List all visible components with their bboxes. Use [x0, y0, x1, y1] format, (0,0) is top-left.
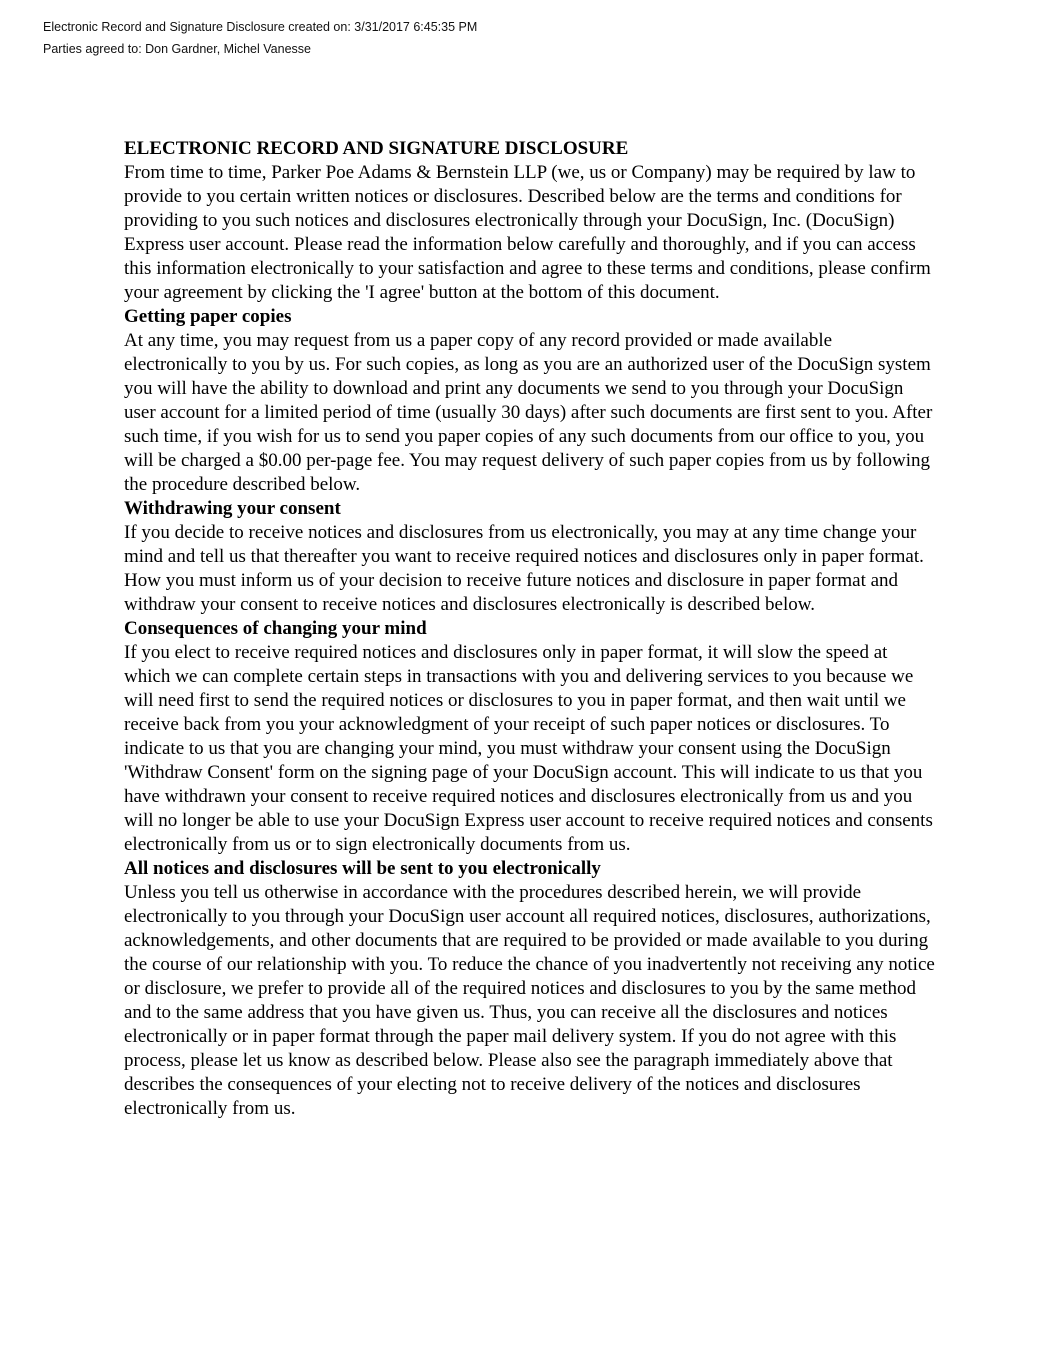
section-body-consequences: If you elect to receive required notices and disclosures only in paper format, it will slow the speed at which we can complete certain steps in transactions with you and delivering services to you because we will need first to send the required notices or disclosures to you in paper format, and then wait until we receive back from you your acknowledgment of your receipt of such paper notices or disclosures. To indicate to us that you are changing your mind, you must withdraw your consent using the DocuSign 'Withdraw Consent' form on the signing page of your DocuSign account. This will indicate to us that you have withdrawn your consent to receive required notices and disclosures electronically from us and you will no longer be able to use your DocuSign Express user account to receive required notices and consents electronically from us or to sign electronically documents from us. [124, 642, 933, 855]
section-body-electronic-delivery: Unless you tell us otherwise in accordance with the procedures described herein, we will provide electronically to you through your DocuSign user account all required notices, disclosures, authorizations, acknowledgements, and other documents that are required to be provided or made available to you during the course of our relationship with you. To reduce the chance of you inadvertently not receiving any notice or disclosure, we prefer to provide all of the required notices and disclosures to you by the same method and to the same address that you have given us. Thus, you can receive all the disclosures and notices electronically or in paper format through the paper mail delivery system. If you do not agree with this process, please let us know as described below. Please also see the paragraph immediately above that describes the consequences of your electing not to receive delivery of the notices and disclosures electronically from us. [124, 882, 935, 1119]
section-heading-paper-copies: Getting paper copies [124, 306, 292, 327]
parties-line: Parties agreed to: Don Gardner, Michel Vanesse [43, 42, 311, 56]
section-body-paper-copies: At any time, you may request from us a paper copy of any record provided or made available electronically to you by us. For such copies, as long as you are an authorized user of the DocuSign system you will have the ability to download and print any documents we send to you through your DocuSign user account for a limited period of time (usually 30 days) after such documents are first sent to you. After such time, if you wish for us to send you paper copies of any such documents from our office to you, you will be charged a $0.00 per-page fee. You may request delivery of such paper copies from us by following the procedure described below. [124, 330, 933, 495]
section-heading-consequences: Consequences of changing your mind [124, 618, 427, 639]
disclosure-document [124, 137, 936, 1121]
page-header [43, 16, 477, 60]
document-title: ELECTRONIC RECORD AND SIGNATURE DISCLOSURE [124, 138, 629, 159]
created-line: Electronic Record and Signature Disclosure created on: 3/31/2017 6:45:35 PM [43, 20, 478, 34]
section-heading-withdrawing-consent: Withdrawing your consent [124, 498, 341, 519]
section-heading-electronic-delivery: All notices and disclosures will be sent to you electronically [124, 858, 601, 879]
intro-paragraph: From time to time, Parker Poe Adams & Bernstein LLP (we, us or Company) may be required by law to provide to you certain written notices or disclosures. Described below are the terms and conditions for providing to you such notices and disclosures electronically through your DocuSign, Inc. (DocuSign) Express user account. Please read the information below carefully and thoroughly, and if you can access this information electronically to your satisfaction and agree to these terms and conditions, please confirm your agreement by clicking the 'I agree' button at the bottom of this document. [124, 162, 931, 303]
section-body-withdrawing-consent: If you decide to receive notices and disclosures from us electronically, you may at any time change your mind and tell us that thereafter you want to receive required notices and disclosures only in paper format. How you must inform us of your decision to receive future notices and disclosure in paper format and withdraw your consent to receive notices and disclosures electronically is described below. [124, 522, 924, 615]
